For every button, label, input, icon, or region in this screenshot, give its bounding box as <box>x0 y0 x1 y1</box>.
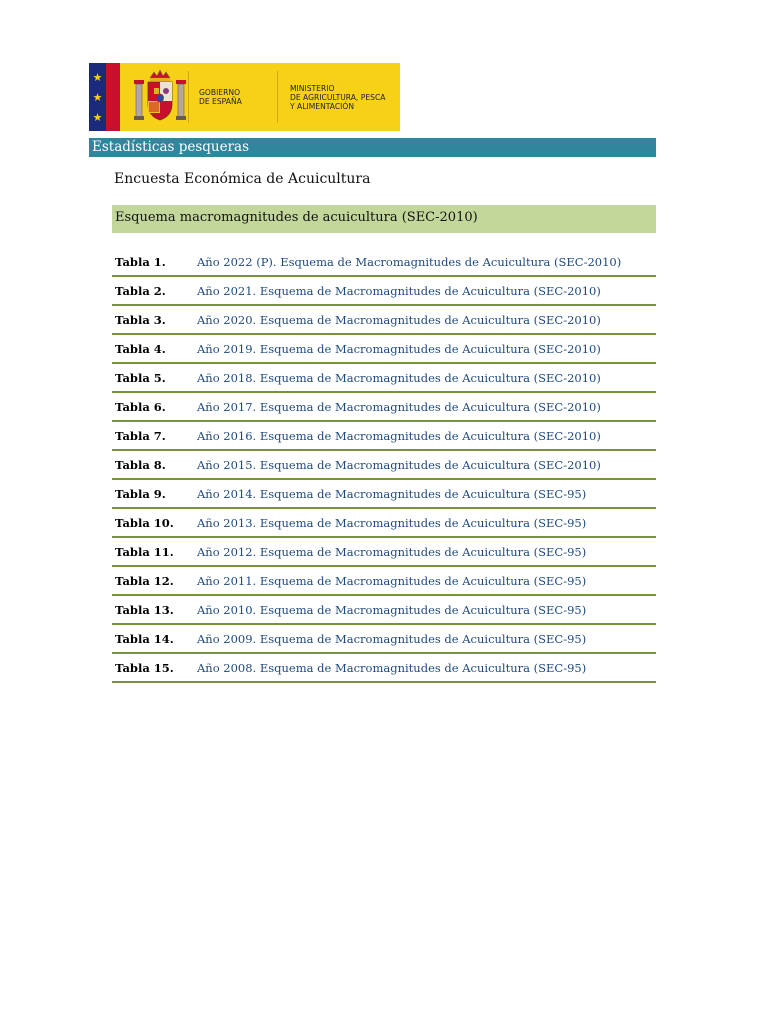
tables-list <box>112 248 656 683</box>
table-number: Tabla 1. <box>115 254 166 269</box>
table-link[interactable]: Año 2017. Esquema de Macromagnitudes de Acuicultura (SEC-2010) <box>197 399 601 414</box>
star-icon: ★ <box>92 110 103 124</box>
table-link[interactable]: Año 2008. Esquema de Macromagnitudes de Acuicultura (SEC-95) <box>197 660 587 675</box>
table-link[interactable]: Año 2010. Esquema de Macromagnitudes de Acuicultura (SEC-95) <box>197 602 587 617</box>
table-link[interactable]: Año 2021. Esquema de Macromagnitudes de Acuicultura (SEC-2010) <box>197 283 601 298</box>
table-number: Tabla 15. <box>115 660 174 675</box>
table-link[interactable]: Año 2022 (P). Esquema de Macromagnitudes de Acuicultura (SEC-2010) <box>197 254 622 269</box>
table-row <box>112 277 656 306</box>
section-title: Estadísticas pesqueras <box>89 138 656 157</box>
ministry-name: MINISTERIO DE AGRICULTURA, PESCA Y ALIMENTACIÓN <box>290 83 386 111</box>
table-link[interactable]: Año 2015. Esquema de Macromagnitudes de Acuicultura (SEC-2010) <box>197 457 601 472</box>
table-link[interactable]: Año 2012. Esquema de Macromagnitudes de Acuicultura (SEC-95) <box>197 544 587 559</box>
survey-title: Encuesta Económica de Acuicultura <box>114 171 371 187</box>
table-link[interactable]: Año 2014. Esquema de Macromagnitudes de Acuicultura (SEC-95) <box>197 486 587 501</box>
star-icon: ★ <box>92 70 103 84</box>
table-number: Tabla 2. <box>115 283 166 298</box>
table-number: Tabla 3. <box>115 312 166 327</box>
table-row <box>112 538 656 567</box>
table-link[interactable]: Año 2011. Esquema de Macromagnitudes de Acuicultura (SEC-95) <box>197 573 587 588</box>
table-row <box>112 596 656 625</box>
table-row <box>112 393 656 422</box>
table-row <box>112 364 656 393</box>
table-number: Tabla 10. <box>115 515 174 530</box>
table-number: Tabla 5. <box>115 370 166 385</box>
table-number: Tabla 12. <box>115 573 174 588</box>
table-link[interactable]: Año 2018. Esquema de Macromagnitudes de Acuicultura (SEC-2010) <box>197 370 601 385</box>
government-name: GOBIERNO DE ESPAÑA <box>199 88 242 106</box>
table-number: Tabla 13. <box>115 602 174 617</box>
table-row <box>112 654 656 683</box>
table-number: Tabla 11. <box>115 544 174 559</box>
table-row <box>112 422 656 451</box>
table-row <box>112 335 656 364</box>
table-row <box>112 248 656 277</box>
subheading: Esquema macromagnitudes de acuicultura (SEC-2010) <box>112 205 656 233</box>
table-row <box>112 625 656 654</box>
coat-of-arms-icon <box>132 63 188 131</box>
table-link[interactable]: Año 2019. Esquema de Macromagnitudes de Acuicultura (SEC-2010) <box>197 341 601 356</box>
table-number: Tabla 14. <box>115 631 174 646</box>
table-number: Tabla 6. <box>115 399 166 414</box>
spain-flag-red-strip <box>106 63 120 131</box>
table-link[interactable]: Año 2013. Esquema de Macromagnitudes de Acuicultura (SEC-95) <box>197 515 587 530</box>
table-row <box>112 567 656 596</box>
table-row <box>112 451 656 480</box>
star-icon: ★ <box>92 90 103 104</box>
government-logo <box>89 63 400 131</box>
table-row <box>112 306 656 335</box>
table-link[interactable]: Año 2009. Esquema de Macromagnitudes de Acuicultura (SEC-95) <box>197 631 587 646</box>
table-link[interactable]: Año 2020. Esquema de Macromagnitudes de Acuicultura (SEC-2010) <box>197 312 601 327</box>
table-row <box>112 509 656 538</box>
table-row <box>112 480 656 509</box>
table-number: Tabla 7. <box>115 428 166 443</box>
table-link[interactable]: Año 2016. Esquema de Macromagnitudes de Acuicultura (SEC-2010) <box>197 428 601 443</box>
eu-flag-strip <box>89 63 106 131</box>
table-number: Tabla 9. <box>115 486 166 501</box>
table-number: Tabla 4. <box>115 341 166 356</box>
table-number: Tabla 8. <box>115 457 166 472</box>
